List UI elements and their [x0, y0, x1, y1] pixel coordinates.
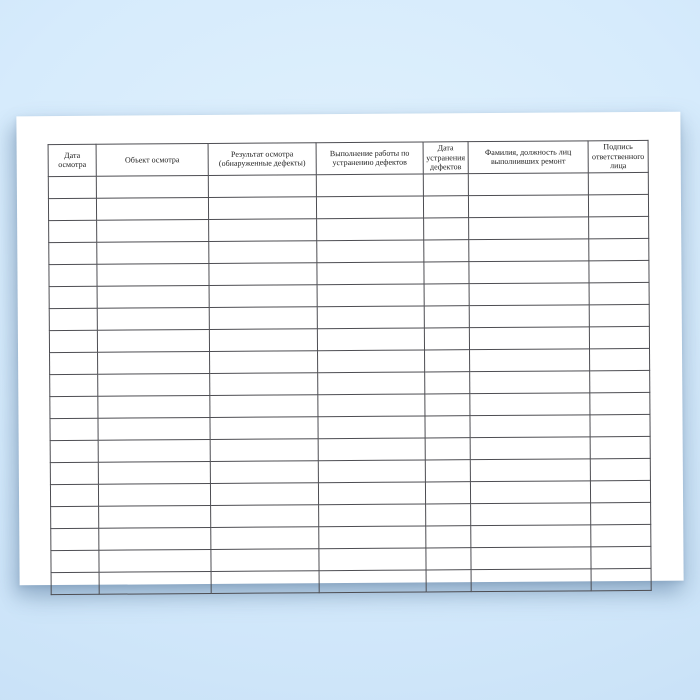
table-cell [99, 571, 211, 594]
table-cell [319, 548, 426, 571]
table-cell [210, 461, 318, 484]
table-cell [97, 263, 209, 286]
table-cell [48, 198, 96, 220]
table-cell [468, 195, 588, 218]
table-cell [318, 438, 425, 461]
table-cell [589, 238, 649, 260]
table-cell [98, 483, 210, 506]
table-cell [424, 239, 469, 261]
table-cell [424, 217, 469, 239]
table-cell [210, 351, 318, 374]
table-cell [97, 219, 209, 242]
table-cell [426, 525, 471, 547]
table-row [51, 568, 651, 594]
table-cell [590, 414, 650, 436]
table-cell [590, 436, 650, 458]
table-cell [590, 458, 650, 480]
table-cell [469, 239, 589, 262]
paper-sheet [16, 112, 683, 586]
table-cell [99, 549, 211, 572]
table-cell [589, 304, 649, 326]
table-cell [423, 195, 468, 217]
table-cell [48, 176, 96, 198]
table-cell [51, 528, 99, 550]
table-cell [588, 194, 648, 216]
table-cell [470, 481, 590, 504]
table-cell [210, 395, 318, 418]
table-cell [318, 350, 425, 373]
table-cell [591, 502, 651, 524]
table-cell [588, 172, 648, 194]
table-cell [590, 392, 650, 414]
table-cell [96, 197, 208, 220]
table-cell [50, 484, 98, 506]
table-cell [99, 527, 211, 550]
table-cell [470, 393, 590, 416]
table-cell [424, 327, 469, 349]
table-cell [424, 261, 469, 283]
column-header-defect-work: Выполнение работы по устранению дефектов [316, 142, 423, 175]
table-cell [426, 569, 471, 591]
table-cell [590, 348, 650, 370]
table-cell [469, 305, 589, 328]
table-cell [317, 218, 424, 241]
table-cell [98, 351, 210, 374]
table-cell [49, 330, 97, 352]
table-cell [209, 329, 317, 352]
table-cell [211, 571, 319, 594]
table-cell [209, 307, 317, 330]
table-cell [98, 417, 210, 440]
table-cell [471, 525, 591, 548]
table-cell [50, 418, 98, 440]
table-cell [50, 352, 98, 374]
table-cell [97, 285, 209, 308]
table-cell [426, 503, 471, 525]
table-cell [50, 396, 98, 418]
column-header-inspection-date: Дата осмотра [48, 144, 96, 176]
table-cell [590, 480, 650, 502]
table-body [48, 172, 651, 594]
table-cell [98, 373, 210, 396]
table-cell [469, 327, 589, 350]
column-header-elimination-date: Дата устранения дефектов [423, 142, 468, 174]
table-cell [471, 547, 591, 570]
table-cell [49, 242, 97, 264]
table-cell [318, 394, 425, 417]
table-cell [589, 282, 649, 304]
table-cell [471, 569, 591, 592]
table-cell [211, 549, 319, 572]
table-cell [97, 329, 209, 352]
table-cell [469, 217, 589, 240]
table-cell [424, 305, 469, 327]
table-cell [50, 374, 98, 396]
table-cell [425, 393, 470, 415]
table-cell [317, 328, 424, 351]
table-cell [209, 285, 317, 308]
table-cell [591, 568, 651, 590]
table-cell [319, 526, 426, 549]
table-cell [469, 261, 589, 284]
table-cell [49, 220, 97, 242]
table-cell [50, 440, 98, 462]
table-cell [589, 260, 649, 282]
table-cell [316, 196, 423, 219]
table-cell [425, 415, 470, 437]
table-cell [318, 416, 425, 439]
table-cell [470, 437, 590, 460]
table-cell [425, 371, 470, 393]
table-cell [210, 439, 318, 462]
table-cell [468, 173, 588, 196]
table-cell [589, 326, 649, 348]
table-cell [318, 372, 425, 395]
table-cell [591, 546, 651, 568]
table-cell [209, 241, 317, 264]
table-cell [49, 264, 97, 286]
table-cell [591, 524, 651, 546]
table-cell [469, 283, 589, 306]
table-cell [96, 175, 208, 198]
table-cell [209, 219, 317, 242]
table-cell [51, 506, 99, 528]
table-cell [425, 459, 470, 481]
table-cell [49, 308, 97, 330]
column-header-inspection-object: Объект осмотра [96, 143, 208, 176]
table-cell [51, 550, 99, 572]
table-cell [471, 503, 591, 526]
table-cell [50, 462, 98, 484]
table-cell [319, 570, 426, 593]
column-header-repairer-name: Фамилия, должность лиц выполнивших ремонт [468, 141, 588, 174]
table-cell [211, 527, 319, 550]
table-cell [208, 175, 316, 198]
table-cell [317, 240, 424, 263]
column-header-inspection-result: Результат осмотра (обнаруженные дефекты) [208, 143, 316, 176]
table-cell [425, 481, 470, 503]
table-cell [317, 262, 424, 285]
table-cell [210, 373, 318, 396]
table-cell [210, 483, 318, 506]
table-cell [317, 306, 424, 329]
table-cell [98, 439, 210, 462]
table-cell [470, 415, 590, 438]
table-cell [423, 173, 468, 195]
table-cell [425, 437, 470, 459]
table-cell [589, 216, 649, 238]
table-cell [319, 504, 426, 527]
table-cell [211, 505, 319, 528]
table-cell [97, 307, 209, 330]
table-cell [51, 572, 99, 594]
table-cell [316, 174, 423, 197]
table-cell [318, 460, 425, 483]
table-cell [590, 370, 650, 392]
table-cell [425, 349, 470, 371]
table-cell [470, 459, 590, 482]
table-cell [317, 284, 424, 307]
table-header-row [48, 140, 648, 176]
table-cell [99, 505, 211, 528]
table-cell [209, 263, 317, 286]
table-cell [470, 349, 590, 372]
table-cell [98, 461, 210, 484]
table-cell [97, 241, 209, 264]
table-cell [98, 395, 210, 418]
column-header-signature: Подпись ответственного лица [588, 140, 648, 172]
table-cell [49, 286, 97, 308]
table-cell [426, 547, 471, 569]
inspection-log-table [48, 140, 652, 595]
table-cell [208, 197, 316, 220]
table-cell [424, 283, 469, 305]
table-cell [318, 482, 425, 505]
table-cell [210, 417, 318, 440]
table-cell [470, 371, 590, 394]
